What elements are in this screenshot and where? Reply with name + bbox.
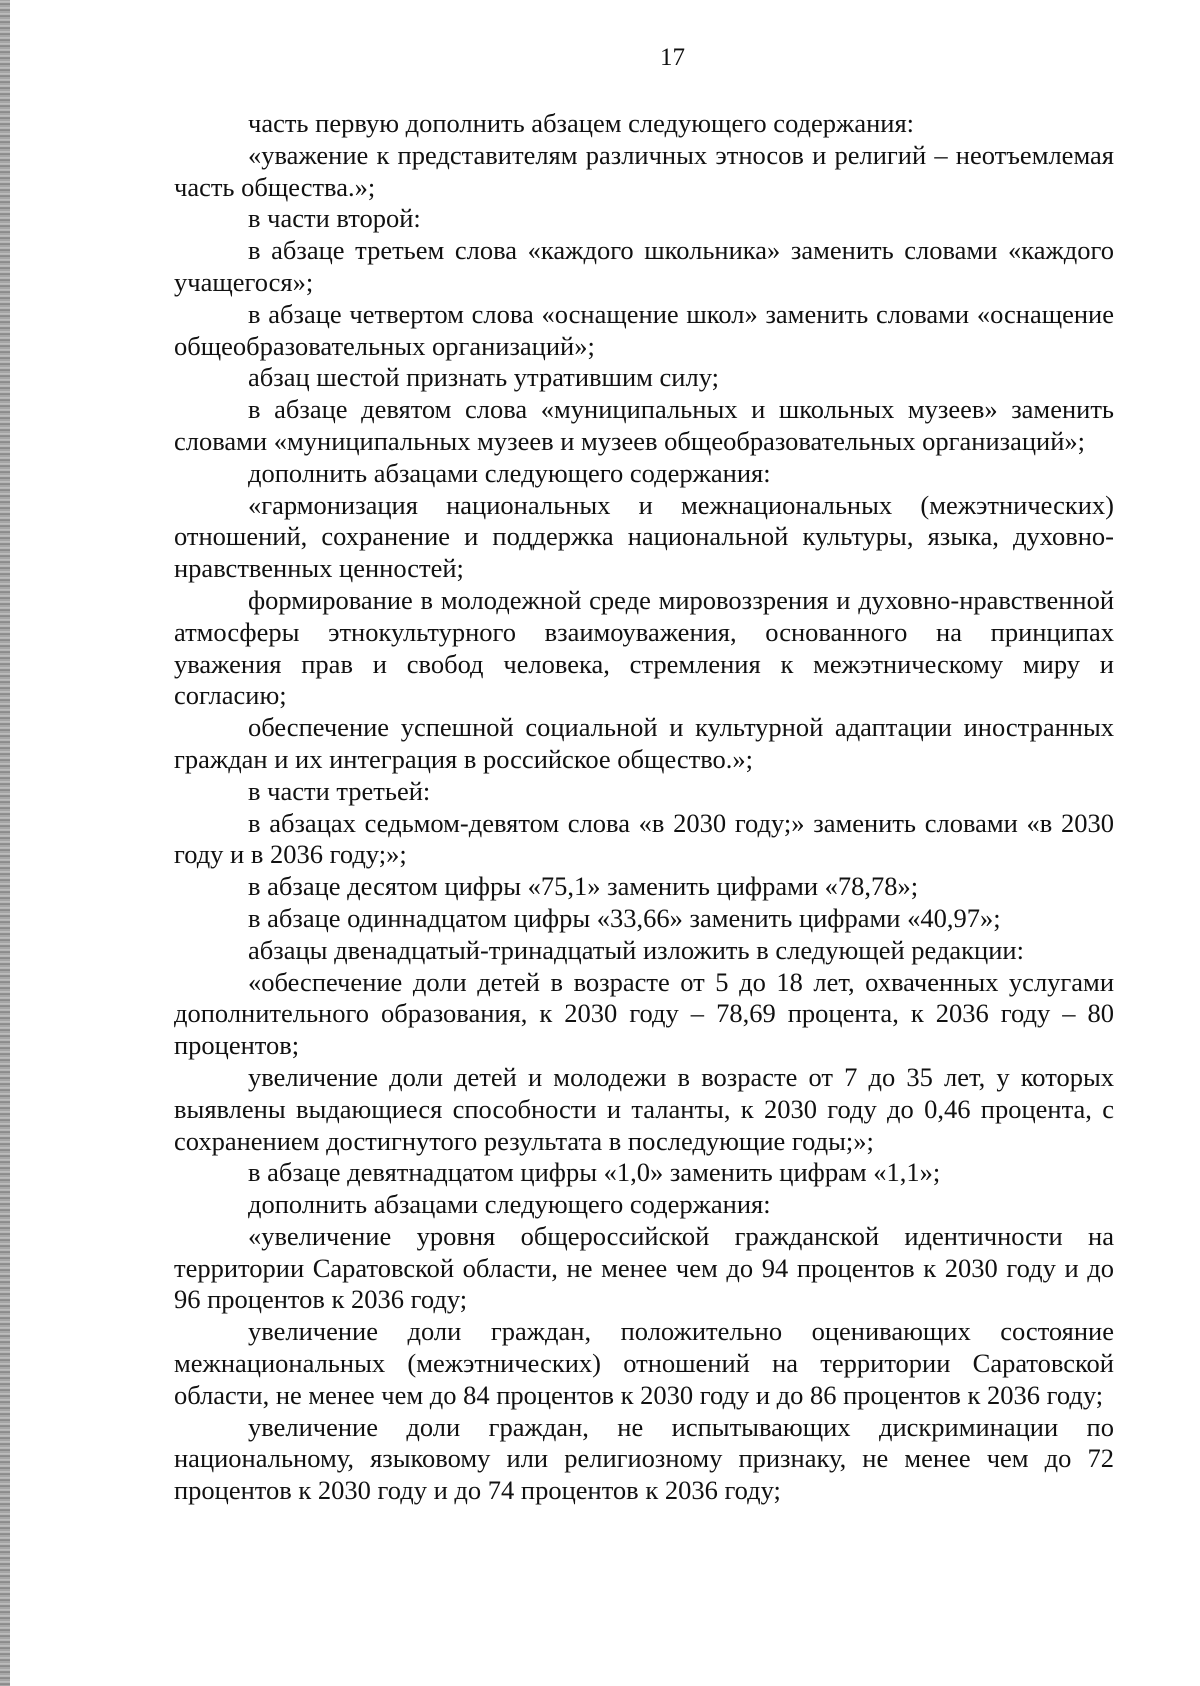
paragraph: обеспечение успешной социальной и культурной адаптации иностранных граждан и их интеграция в российское общество.»; bbox=[174, 712, 1114, 774]
scan-edge bbox=[0, 0, 10, 1686]
paragraph: в абзаце десятом цифры «75,1» заменить цифрами «78,78»; bbox=[248, 871, 919, 902]
paragraph: в абзаце девятнадцатом цифры «1,0» заменить цифрам «1,1»; bbox=[248, 1157, 941, 1188]
paragraph: «гармонизация национальных и межнациональных (межэтнических) отношений, сохранение и поддержка национальной культуры, языка, духовно-нравственных ценностей; bbox=[174, 489, 1114, 584]
paragraph: в абзаце девятом слова «муниципальных и школьных музеев» заменить словами «муниципальных музеев и музеев общеобразовательных организаций»; bbox=[174, 394, 1114, 456]
paragraph: формирование в молодежной среде мировоззрения и духовно-нравственной атмосферы этнокультурного взаимоуважения, основанного на принципах уважения прав и свобод человека, стремления к межэтническому миру и согласию; bbox=[174, 584, 1114, 711]
paragraph: дополнить абзацами следующего содержания: bbox=[248, 1189, 771, 1220]
paragraph: в части второй: bbox=[248, 203, 421, 234]
paragraph: дополнить абзацами следующего содержания: bbox=[248, 457, 771, 488]
paragraph: в абзаце третьем слова «каждого школьника» заменить словами «каждого учащегося»; bbox=[174, 235, 1114, 297]
paragraph: в части третьей: bbox=[248, 775, 431, 806]
paragraph: часть первую дополнить абзацем следующего содержания: bbox=[248, 108, 915, 138]
paragraph: абзацы двенадцатый-тринадцатый изложить в следующей редакции: bbox=[248, 934, 1024, 965]
page-number: 17 bbox=[660, 44, 685, 71]
paragraph: увеличение доли граждан, положительно оценивающих состояние межнациональных (межэтнических) отношений на территории Саратовской области, не менее чем до 84 процентов к 2030 году и до 86 процентов к 2036 году; bbox=[174, 1316, 1114, 1410]
paragraph: в абзацах седьмом-девятом слова «в 2030 году;» заменить словами «в 2030 году и в 2036 году;»; bbox=[174, 807, 1114, 870]
paragraph: «увеличение уровня общероссийской гражданской идентичности на территории Саратовской области, не менее чем до 94 процентов к 2030 году и до 96 процентов к 2036 году; bbox=[174, 1220, 1114, 1315]
paragraph: увеличение доли детей и молодежи в возрасте от 7 до 35 лет, у которых выявлены выдающиеся способности и таланты, к 2030 году до 0,46 процента, с сохранением достигнутого результата в последующие годы;»; bbox=[174, 1061, 1114, 1156]
paragraph: абзац шестой признать утратившим силу; bbox=[248, 362, 719, 393]
paragraph: «уважение к представителям различных этносов и религий – неотъемлемая часть общества.»; bbox=[174, 139, 1114, 202]
paragraph: в абзаце четвертом слова «оснащение школ» заменить словами «оснащение общеобразовательных организаций»; bbox=[174, 298, 1114, 361]
paragraph: «обеспечение доли детей в возрасте от 5 до 18 лет, охваченных услугами дополнительного образования, к 2030 году – 78,69 процента, к 2036 году – 80 процентов; bbox=[174, 966, 1114, 1061]
paragraph: в абзаце одиннадцатом цифры «33,66» заменить цифрами «40,97»; bbox=[248, 902, 1001, 933]
paragraph: увеличение доли граждан, не испытывающих дискриминации по национальному, языковому или религиозному признаку, не менее чем до 72 процентов к 2030 году и до 74 процентов к 2036 году; bbox=[174, 1411, 1114, 1506]
document-body bbox=[174, 108, 1114, 1507]
